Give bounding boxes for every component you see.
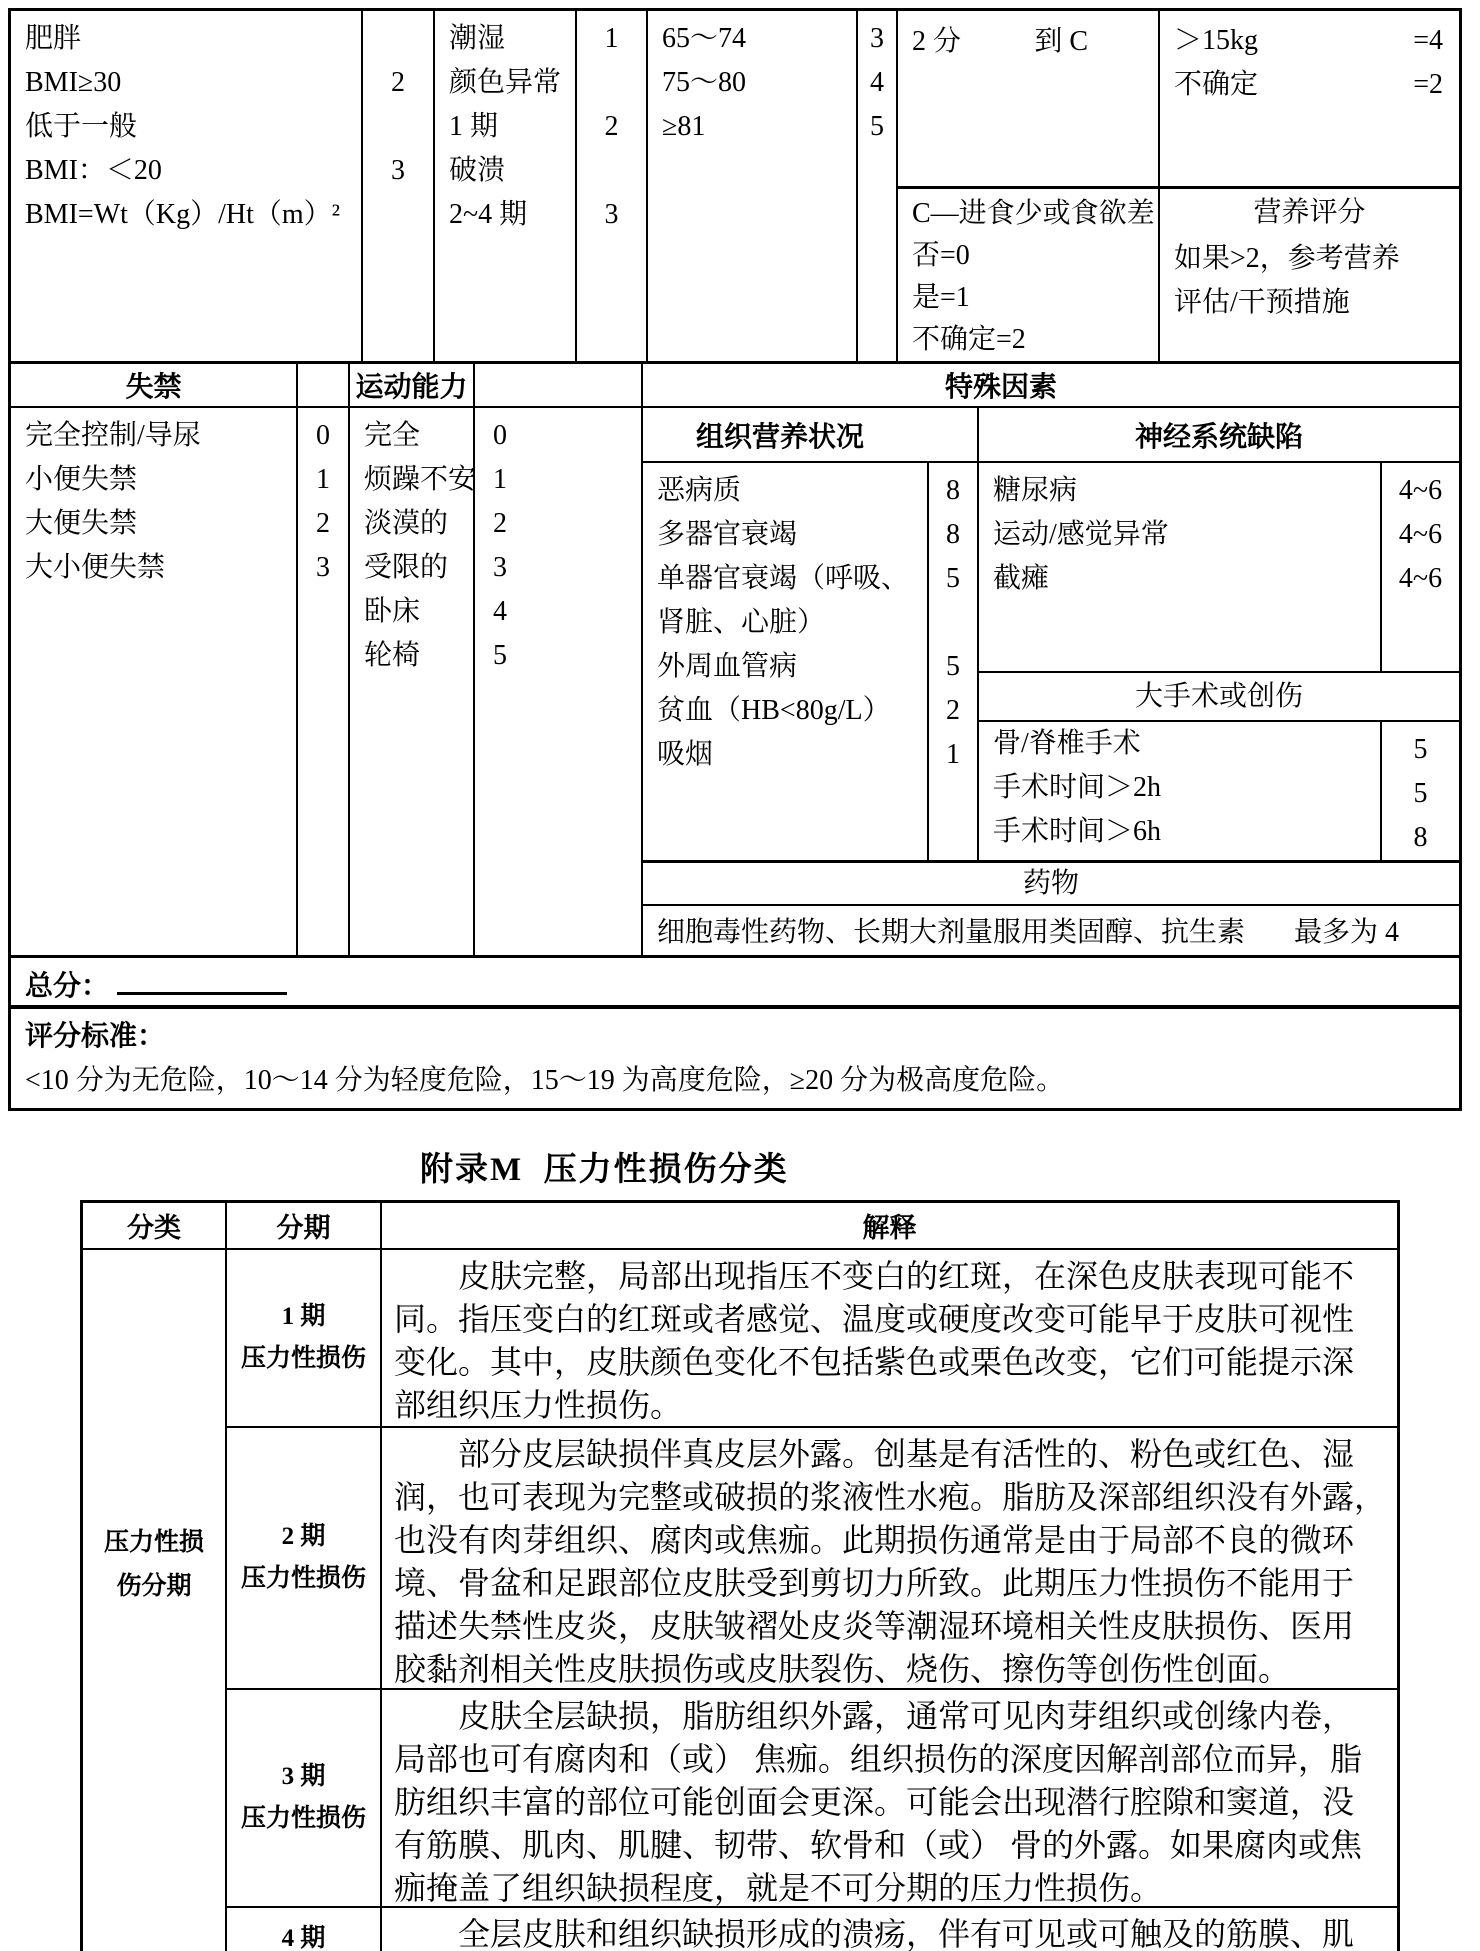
stage4-row [227, 1906, 1397, 1951]
mobility-items: 完全 烦躁不安 淡漠的 受限的 卧床 轮椅 [348, 408, 473, 955]
medication-text-row [643, 904, 1459, 955]
medication-max-label: 最多为 4 [1294, 917, 1400, 948]
nutrition-score-title: 营养评分 [1253, 197, 1366, 228]
stage4-explanation: 全层皮肤和组织缺损形成的溃疡，伴有可见或可触及的筋膜、肌 [458, 1916, 1355, 1951]
nutrition-score-note [1160, 189, 1459, 358]
neuro-surgery-group [977, 463, 1459, 860]
stage1-label: 1 期 压力性损伤 [227, 1250, 382, 1426]
age-score-cell: 3 4 5 [856, 11, 896, 361]
tissue-nutrition-cell [643, 463, 977, 860]
stage-column-header: 分期 [225, 1203, 380, 1248]
weight-loss-values [1160, 11, 1459, 189]
stage-rows [225, 1250, 1397, 1951]
surgery-header: 大手术或创伤 [979, 671, 1459, 720]
total-score-row [11, 955, 1459, 1005]
explanation-column-header: 解释 [380, 1203, 1397, 1248]
weight-loss-cell [1158, 11, 1459, 361]
special-main-row [643, 463, 1459, 860]
appetite-note-cell: C—进食少或食欲差 否=0 是=1 不确定=2 [912, 198, 1155, 355]
incontinence-header: 失禁 [125, 372, 182, 403]
scale-body-row [11, 406, 1459, 955]
neuro-items: 糖尿病 运动/感觉异常 截瘫 [993, 475, 1169, 594]
weight-loss-scores: =4 =2 [1413, 25, 1443, 100]
surgery-scores: 5 5 8 [1380, 722, 1459, 860]
incontinence-items: 完全控制/导尿 小便失禁 大便失禁 大小便失禁 [25, 420, 201, 583]
appetite-to-c-label: 到 C [1034, 26, 1088, 57]
medication-text: 细胞毒性药物、长期大剂量服用类固醇、抗生素 [657, 917, 1246, 948]
surgery-items: 骨/脊椎手术 手术时间＞2h 手术时间＞6h [993, 728, 1162, 847]
category-cell: 压力性损 伤分期 [103, 1529, 204, 1600]
section-header-row [11, 361, 1459, 406]
classification-header-row [83, 1203, 1397, 1248]
special-factors-cell [641, 408, 1459, 955]
incontinence-scores: 0 1 2 3 [296, 408, 348, 955]
stage3-label: 3 期 压力性损伤 [227, 1690, 382, 1906]
mobility-header: 运动能力 [348, 364, 473, 406]
total-score-label: 总分： [25, 971, 110, 1002]
tissue-items: 恶病质 多器官衰竭 单器官衰竭（呼吸、 肾脏、心脏） 外周血管病 贫血（HB<80g/L） 吸烟 [657, 475, 910, 770]
stage3-row [227, 1688, 1397, 1906]
weight-loss-labels: ＞15kg 不确定 [1174, 25, 1259, 100]
total-score-blank-field [117, 971, 287, 995]
medication-header: 药物 [643, 860, 1459, 904]
stage4-label: 4 期 [227, 1908, 382, 1951]
stage2-explanation: 部分皮层缺损伴真皮层外露。创基是有活性的、粉色或红色、湿 润，也可表现为完整或破损的浆液性水疱。脂肪及深部组织没有外露， 也没有肉芽组织、腐肉或焦痂。此期损伤通常是由于局部不良的微环 境、骨盆和足跟部位皮肤受到剪切力所致。此期压力性损伤不能用于 描述失禁性皮炎，皮肤皱褶处皮炎等潮湿环境相关性皮肤损伤、医用 胶黏剂相关性皮肤损伤或皮肤裂伤、烧伤、擦伤等创伤性创面。 [394, 1436, 1387, 1687]
criteria-text: <10 分为无危险，10～14 分为轻度危险，15～19 为高度危险，≥20 分为极高度危险。 [25, 1065, 1065, 1096]
risk-scale-table [8, 8, 1462, 1111]
surgery-cell [979, 720, 1459, 860]
skin-type-cell: 潮湿 颜色异常 1 期 破溃 2~4 期 [433, 11, 575, 361]
classification-table [80, 1200, 1400, 1951]
age-cell: 65～74 75～80 ≥81 [646, 11, 856, 361]
mobility-scores: 0 1 2 3 4 5 [473, 408, 641, 955]
stage1-explanation: 皮肤完整，局部出现指压不变白的红斑，在深色皮肤表现可能不 同。指压变白的红斑或者感觉、温度或硬度改变可能早于皮肤可视性 变化。其中，皮肤颜色变化不包括紫色或栗色改变，它们可能提示深 部组织压力性损伤。 [394, 1258, 1355, 1423]
tissue-nutrition-header: 组织营养状况 [695, 421, 864, 453]
empty-score-header-cell-2 [473, 364, 641, 406]
neuro-cell [979, 463, 1459, 671]
scale-top-row [11, 11, 1459, 361]
appetite-score-label: 2 分 [912, 26, 962, 57]
classification-body [83, 1248, 1397, 1951]
criteria-label: 评分标准： [25, 1021, 166, 1052]
build-score-cell: 2 3 [361, 11, 433, 361]
tissue-scores: 8 8 5 5 2 1 [927, 463, 977, 860]
stage2-label: 2 期 压力性损伤 [227, 1428, 382, 1688]
neuro-defect-header: 神经系统缺陷 [977, 408, 1459, 461]
category-column-header: 分类 [127, 1213, 181, 1243]
criteria-row [11, 1005, 1459, 1108]
appendix-title: 附录M 压力性损伤分类 [420, 1152, 789, 1188]
appetite-score-row [898, 11, 1158, 189]
neuro-scores: 4~6 4~6 4~6 [1380, 463, 1459, 671]
stage1-row [227, 1250, 1397, 1426]
stage2-row [227, 1426, 1397, 1688]
appetite-cell [896, 11, 1158, 361]
stage3-explanation: 皮肤全层缺损，脂肪组织外露，通常可见肉芽组织或创缘内卷， 局部也可有腐肉和（或） 焦痂。组织损伤的深度因解剖部位而异，脂 肪组织丰富的部位可能创面会更深。可能会出现潜行腔隙和窦道，没 有筋膜、肌肉、肌腱、韧带、软骨和（或） 骨的外露。如果腐肉或焦 痂掩盖了组织缺损程度，就是不可分期的压力性损伤。 [394, 1698, 1363, 1906]
special-factors-header: 特殊因素 [641, 364, 1459, 406]
build-cell: 肥胖 BMI≥30 低于一般 BMI：＜20 BMI=Wt（Kg）/Ht（m）² [25, 23, 341, 230]
nutrition-score-lines: 如果>2，参考营养 评估/干预措施 [1174, 243, 1400, 318]
special-subheader-row [643, 408, 1459, 463]
skin-type-score-cell: 1 2 3 [575, 11, 646, 361]
empty-score-header-cell [296, 364, 348, 406]
